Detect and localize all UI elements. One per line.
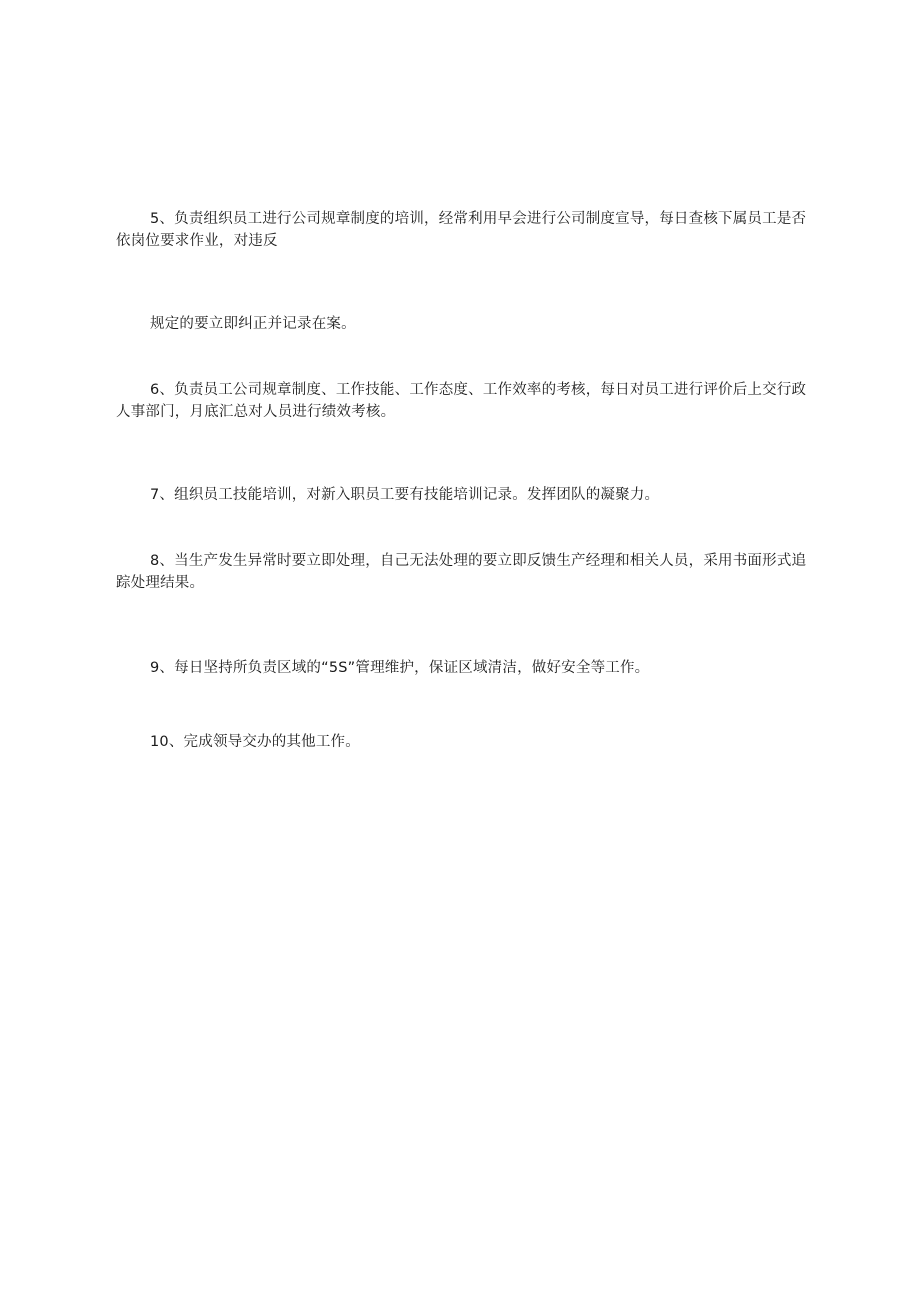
duty-item-8: 8、当生产发生异常时要立即处理，自己无法处理的要立即反馈生产经理和相关人员，采用书面形式追踪处理结果。 (116, 553, 807, 591)
duty-item-7: 7、组织员工技能培训，对新入职员工要有技能培训记录。发挥团队的凝聚力。 (150, 487, 660, 503)
duty-item-9: 9、每日坚持所负责区域的“5S”管理维护，保证区域清洁，做好安全等工作。 (150, 660, 650, 676)
duty-item-5-continued: 规定的要立即纠正并记录在案。 (150, 316, 356, 332)
duty-item-10: 10、完成领导交办的其他工作。 (150, 734, 360, 750)
duty-item-5: 5、负责组织员工进行公司规章制度的培训，经常利用早会进行公司制度宣导，每日查核下属员工是否依岗位要求作业，对违反 (116, 211, 807, 249)
duty-item-6: 6、负责员工公司规章制度、工作技能、工作态度、工作效率的考核，每日对员工进行评价后上交行政人事部门，月底汇总对人员进行绩效考核。 (116, 382, 807, 420)
